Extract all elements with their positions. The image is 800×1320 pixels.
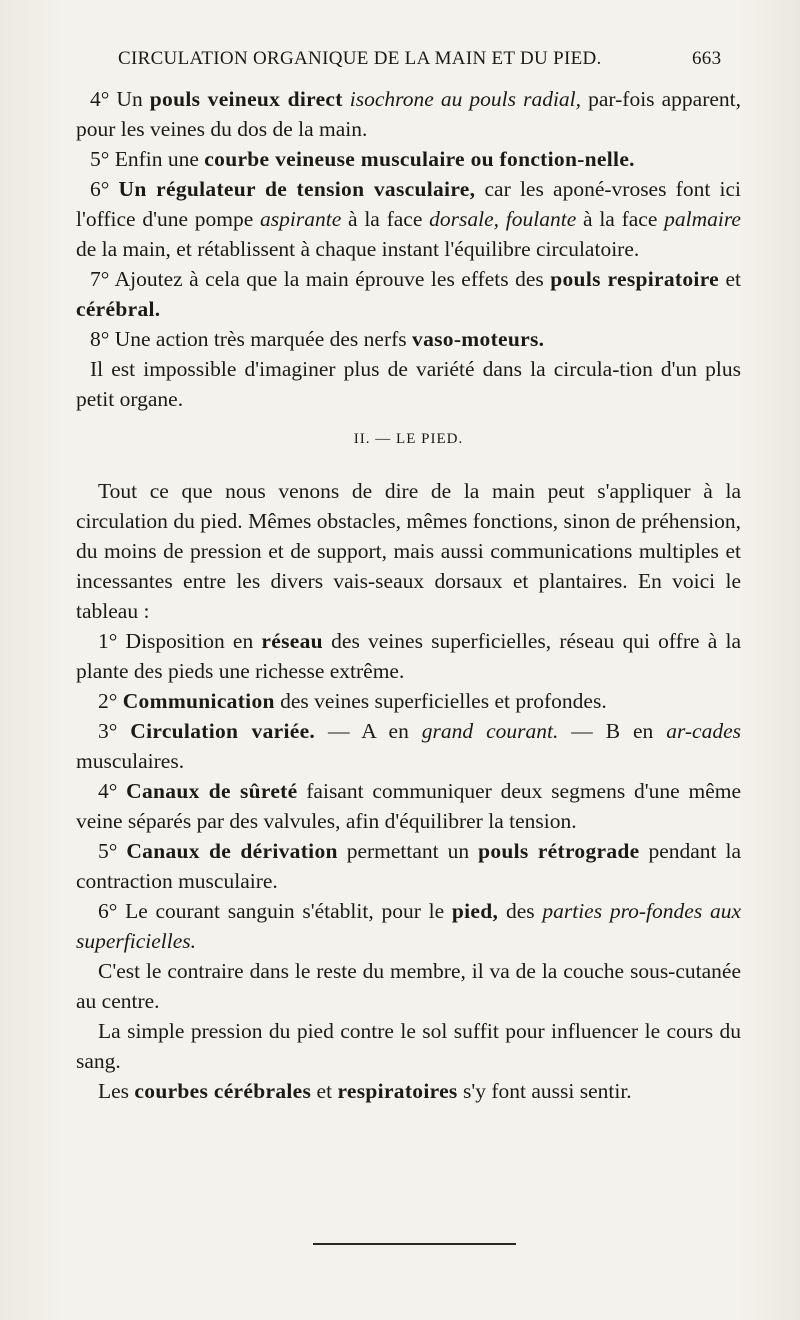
bold-term: pouls rétrograde — [478, 839, 640, 863]
text-run: par-fois apparent, pour les veines du dos de la main. — [76, 87, 742, 141]
bold-term: pied, — [451, 899, 499, 923]
text-run: Les — [98, 1079, 135, 1103]
bold-term: Un régulateur de tension vasculaire, — [118, 177, 476, 201]
text-run: à la face — [341, 207, 430, 231]
text-run: 6° Le courant sanguin s'établit, pour le — [98, 899, 452, 923]
bold-term: courbe veineuse musculaire ou fonction-nelle. — [204, 147, 635, 171]
paragraph-conclusion-main — [76, 354, 741, 414]
paragraph-2-communication — [76, 686, 741, 716]
paragraph-courbes — [76, 1076, 741, 1106]
running-header — [0, 46, 800, 76]
paragraph-7-respiratoire — [76, 264, 741, 324]
text-run: 8° Une action très marquée des nerfs — [90, 327, 413, 351]
bold-term: Canaux de dérivation — [126, 839, 338, 863]
page-number: 663 — [692, 48, 722, 69]
bold-term: courbes cérébrales — [134, 1079, 312, 1103]
italic-term: isochrone au pouls radial, — [349, 87, 582, 111]
italic-term: dorsale, — [429, 207, 500, 231]
bold-term: Circulation variée. — [130, 719, 316, 743]
text-run: et — [311, 1079, 338, 1103]
text-run: musculaires. — [76, 749, 185, 773]
text-run: Il est impossible d'imaginer plus de variété dans la circula-tion d'un plus petit organe. — [76, 357, 741, 411]
bold-term: pouls respiratoire — [550, 267, 719, 291]
text-run: C'est le contraire dans le reste du membre, il va de la couche sous-cutanée au centre. — [76, 959, 741, 1013]
paragraph-1-reseau — [76, 626, 741, 686]
text-run: 6° — [90, 177, 119, 201]
paragraph-3-circulation — [76, 716, 741, 776]
text-run: des — [498, 899, 543, 923]
paragraph-6-regulateur — [76, 174, 741, 264]
text-run: car les aponé-vroses font ici l'office d'une pompe — [76, 177, 741, 231]
section-end-rule — [313, 1243, 516, 1245]
text-run: 2° — [98, 689, 123, 713]
text-run: Tout ce que nous venons de dire de la main peut s'appliquer à la circulation du pied. Mêmes obstacles, mêmes fonctions, sinon de préhension, du moins de pression et de support, mais aussi communications multiples et incessantes entre les divers vais-seaux dorsaux et plantaires. En voici le tableau : — [76, 479, 741, 623]
text-run: faisant communiquer deux segmens d'une même veine séparés par des valvules, afin d'équilibrer la tension. — [76, 779, 741, 833]
text-run: pendant la contraction musculaire. — [76, 839, 741, 893]
paragraph-4-canaux-surete — [76, 776, 741, 836]
text-run: des veines superficielles, réseau qui offre à la plante des pieds une richesse extrême. — [76, 629, 741, 683]
text-run: 4° Un — [90, 87, 150, 111]
text-run: permettant un — [337, 839, 479, 863]
text-run: à la face — [576, 207, 665, 231]
text-run: 3° — [98, 719, 131, 743]
bold-term: réseau — [261, 629, 323, 653]
bold-term: cérébral. — [76, 297, 161, 321]
paragraph-6-courant — [76, 896, 741, 956]
italic-term: aspirante — [260, 207, 342, 231]
bold-term: Canaux de sûreté — [126, 779, 298, 803]
running-title: CIRCULATION ORGANIQUE DE LA MAIN ET DU PIED. — [118, 48, 602, 69]
text-run: 5° — [98, 839, 127, 863]
italic-term: parties pro-fondes aux superficielles. — [76, 899, 741, 953]
text-run: 7° Ajoutez à cela que la main éprouve les effets des — [90, 267, 551, 291]
body-text — [76, 84, 741, 1106]
text-run: La simple pression du pied contre le sol suffit pour influencer le cours du sang. — [76, 1019, 741, 1073]
bold-term: vaso-moteurs. — [412, 327, 545, 351]
text-run: des veines superficielles et profondes. — [274, 689, 607, 713]
text-run: — B en — [558, 719, 667, 743]
bold-term: pouls veineux direct — [149, 87, 343, 111]
paragraph-5-derivation — [76, 836, 741, 896]
paragraph-4-pouls-veineux — [76, 84, 741, 144]
text-run: de la main, et rétablissent à chaque instant l'équilibre circulatoire. — [76, 237, 640, 261]
text-run: s'y font aussi sentir. — [457, 1079, 632, 1103]
text-run: 1° Disposition en — [98, 629, 262, 653]
paragraph-contraire — [76, 956, 741, 1016]
paragraph-8-vaso-moteurs — [76, 324, 741, 354]
section-heading: II. — LE PIED. — [353, 431, 464, 447]
paragraph-pied-intro — [76, 476, 741, 626]
paragraph-pression — [76, 1016, 741, 1076]
italic-term: foulante — [505, 207, 577, 231]
text-run: 4° — [98, 779, 127, 803]
italic-term: ar-cades — [666, 719, 741, 743]
paragraph-5-courbe — [76, 144, 741, 174]
text-run: et — [719, 267, 741, 291]
bold-term: respiratoires — [337, 1079, 458, 1103]
text-run: — A en — [315, 719, 422, 743]
italic-term: grand courant. — [421, 719, 559, 743]
italic-term: palmaire — [664, 207, 741, 231]
bold-term: Communication — [122, 689, 275, 713]
text-run: 5° Enfin une — [90, 147, 205, 171]
